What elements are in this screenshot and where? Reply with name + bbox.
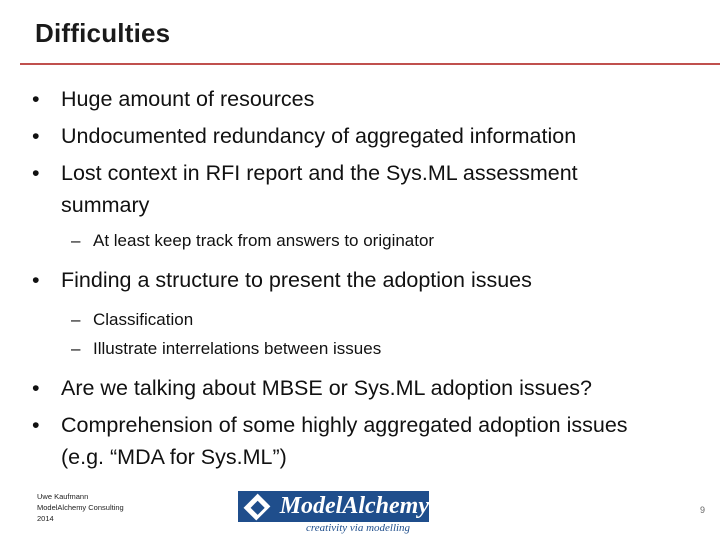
bullet-item xyxy=(32,157,661,221)
footer-year: 2014 xyxy=(37,514,54,523)
sub-bullet-text: At least keep track from answers to originator xyxy=(93,231,435,250)
logo-tagline: creativity via modelling xyxy=(306,522,411,534)
bullet-text: Lost context in RFI report and the Sys.ML assessment summary xyxy=(61,161,578,217)
slide-content xyxy=(0,83,720,473)
bullet-marker: • xyxy=(32,268,40,292)
bullet-item xyxy=(32,83,661,115)
bullet-item xyxy=(32,409,661,473)
bullet-item xyxy=(32,120,661,152)
sub-bullet-marker: – xyxy=(71,339,81,358)
sub-bullet-text: Classification xyxy=(93,310,194,329)
sub-bullet-marker: – xyxy=(71,310,81,329)
footer-author: Uwe Kaufmann xyxy=(37,492,89,501)
sub-bullet-item xyxy=(71,305,673,334)
sub-bullet-item xyxy=(71,226,673,255)
title-divider xyxy=(20,63,720,65)
sub-bullet-marker: – xyxy=(71,231,81,250)
bullet-marker: • xyxy=(32,124,40,148)
diamond-logo-icon xyxy=(244,493,271,520)
bullet-text: Finding a structure to present the adoption issues xyxy=(61,268,532,292)
bullet-item xyxy=(32,264,661,296)
modelalchemy-logo xyxy=(238,491,429,522)
sub-bullet-item xyxy=(71,334,673,363)
bullet-text: Are we talking about MBSE or Sys.ML adoption issues? xyxy=(61,376,593,400)
bullet-marker: • xyxy=(32,87,40,111)
bullet-item xyxy=(32,372,661,404)
footer-info xyxy=(37,491,124,524)
bullet-text: Huge amount of resources xyxy=(61,87,315,111)
bullet-marker: • xyxy=(32,161,40,185)
slide-title: Difficulties xyxy=(35,18,171,48)
page-number: 9 xyxy=(700,505,706,515)
bullet-text: Undocumented redundancy of aggregated information xyxy=(61,124,577,148)
footer-company: ModelAlchemy Consulting xyxy=(37,503,124,512)
sub-bullet-text: Illustrate interrelations between issues xyxy=(93,339,382,358)
logo-name: ModelAlchemy xyxy=(279,493,429,519)
bullet-marker: • xyxy=(32,413,40,437)
bullet-text: Comprehension of some highly aggregated adoption issues (e.g. “MDA for Sys.ML”) xyxy=(61,413,628,469)
bullet-marker: • xyxy=(32,376,40,400)
